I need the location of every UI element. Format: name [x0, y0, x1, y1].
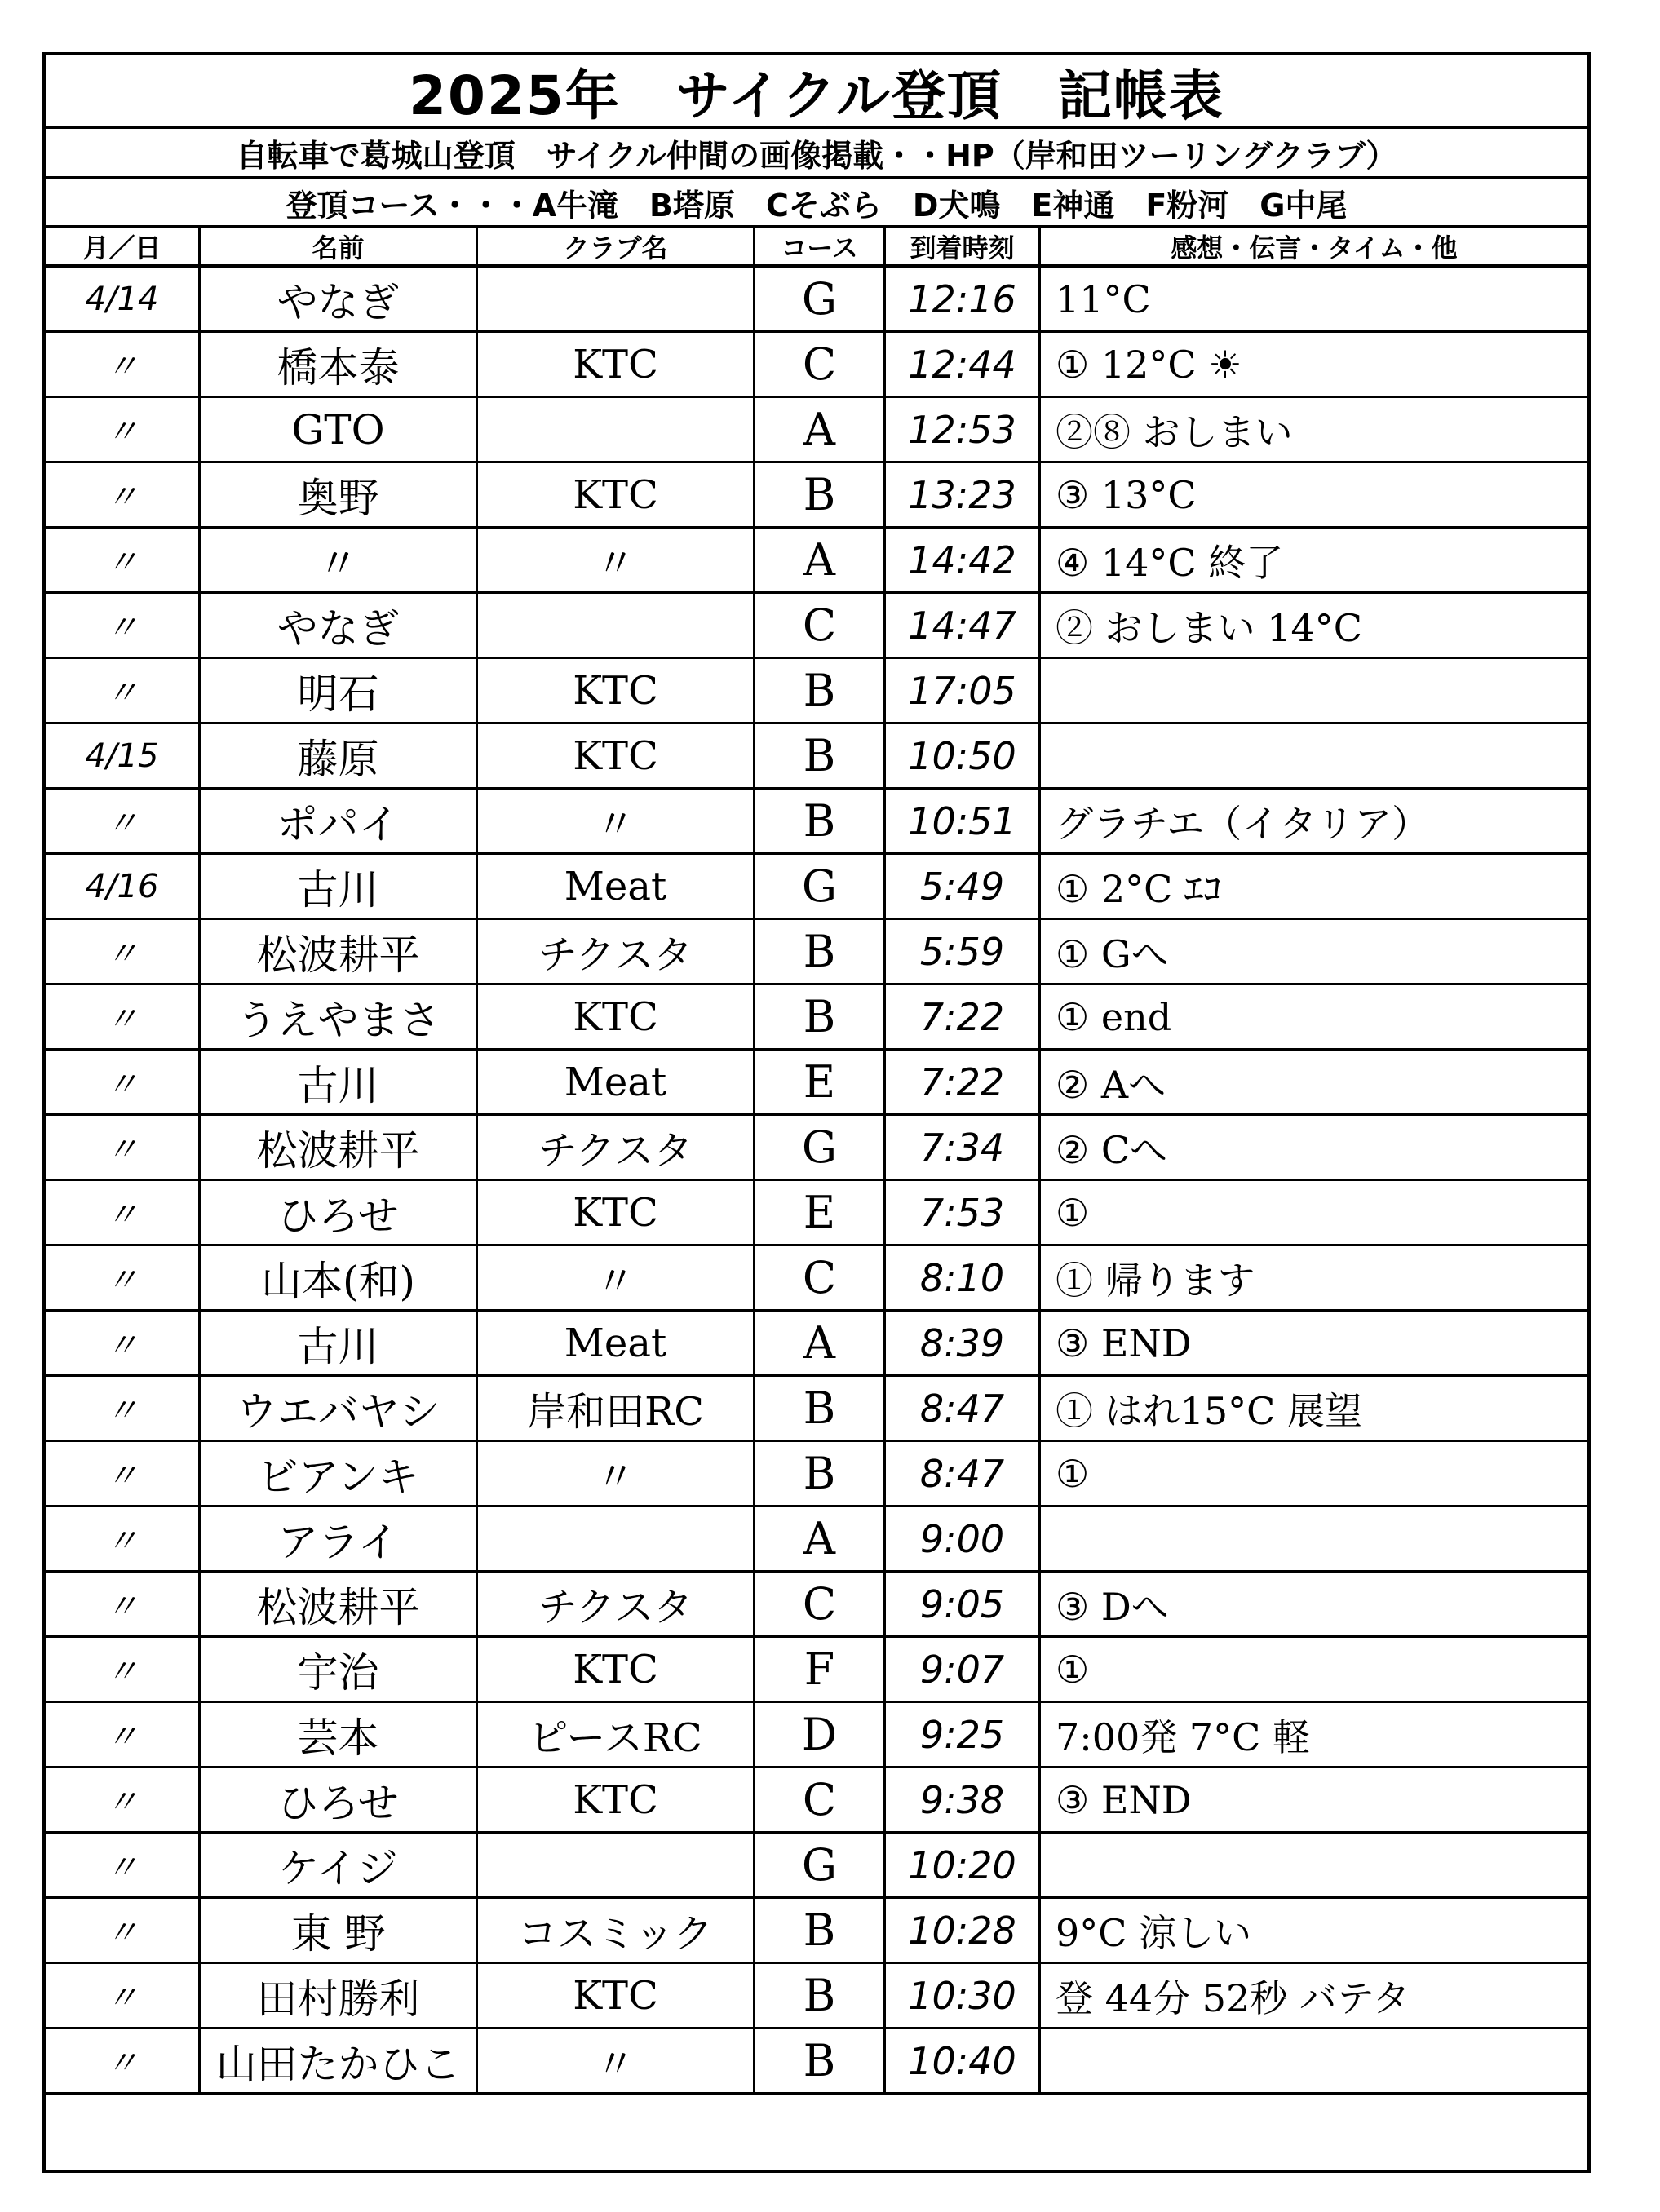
- table-row: [46, 1834, 1587, 1899]
- cell-name: GTO: [201, 398, 478, 461]
- cell-name: 古川: [201, 855, 478, 918]
- cell-time: 12:44: [886, 333, 1041, 396]
- cell-course: B: [755, 463, 886, 526]
- cell-date: 〃: [46, 1507, 201, 1570]
- table-row: [46, 985, 1587, 1051]
- cell-time: 17:05: [886, 659, 1041, 722]
- cell-name: 松波耕平: [201, 920, 478, 983]
- cell-date: 〃: [46, 1638, 201, 1701]
- cell-course: B: [755, 790, 886, 852]
- cell-club: [478, 1507, 755, 1570]
- cell-date: 〃: [46, 1051, 201, 1113]
- cell-note: ② Aへ: [1056, 1062, 1166, 1107]
- cell-date: 4/16: [46, 855, 201, 918]
- cell-name: アライ: [201, 1507, 478, 1570]
- cell-note: [1041, 1834, 1587, 1896]
- cell-time: 9:07: [886, 1638, 1041, 1701]
- cell-club: Meat: [478, 1051, 755, 1113]
- cell-club: [478, 594, 755, 657]
- cell-note: [1041, 1507, 1587, 1570]
- table-row: [46, 398, 1587, 463]
- cell-note: ③ END: [1056, 1321, 1192, 1365]
- cell-course: A: [755, 398, 886, 461]
- ledger-table: [46, 228, 1587, 2095]
- cell-club: 岸和田RC: [478, 1377, 755, 1440]
- cell-club: チクスタ: [478, 1116, 755, 1179]
- cell-course: B: [755, 724, 886, 787]
- cell-time: 10:51: [886, 790, 1041, 852]
- cell-note: 11°C: [1056, 276, 1151, 321]
- cell-course: B: [755, 1442, 886, 1505]
- cell-note: ①: [1056, 1190, 1090, 1235]
- table-row: [46, 1181, 1587, 1246]
- cell-course: G: [755, 855, 886, 918]
- cell-club: Meat: [478, 1312, 755, 1374]
- cell-name: 〃: [201, 529, 478, 591]
- cell-date: 〃: [46, 398, 201, 461]
- header-date: 月／日: [46, 228, 201, 264]
- cell-time: 8:10: [886, 1246, 1041, 1309]
- table-row: [46, 268, 1587, 333]
- cell-club: KTC: [478, 463, 755, 526]
- cell-name: ビアンキ: [201, 1442, 478, 1505]
- cell-club: KTC: [478, 333, 755, 396]
- course-legend: 登頂コース・・・A牛滝 B塔原 Cそぶら D犬鳴 E神通 F粉河 G中尾: [46, 179, 1587, 228]
- cell-club: KTC: [478, 724, 755, 787]
- cell-date: 〃: [46, 333, 201, 396]
- cell-course: A: [755, 1312, 886, 1374]
- cell-date: 〃: [46, 2029, 201, 2092]
- cell-course: B: [755, 920, 886, 983]
- cell-note: ② おしまい 14°C: [1056, 605, 1362, 650]
- cell-course: C: [755, 333, 886, 396]
- cell-course: D: [755, 1703, 886, 1766]
- cell-note: ① Gへ: [1056, 931, 1169, 976]
- cell-date: 4/15: [46, 724, 201, 787]
- table-row: [46, 333, 1587, 398]
- cell-time: 9:05: [886, 1573, 1041, 1635]
- cell-club: チクスタ: [478, 920, 755, 983]
- cell-course: A: [755, 529, 886, 591]
- cell-course: G: [755, 1834, 886, 1896]
- table-header: [46, 228, 1587, 268]
- cell-club: 〃: [478, 529, 755, 591]
- cell-club: KTC: [478, 1768, 755, 1831]
- cell-course: A: [755, 1507, 886, 1570]
- table-row: [46, 1377, 1587, 1442]
- table-body: [46, 268, 1587, 2095]
- cell-note: ① 12°C ☀: [1056, 342, 1242, 387]
- cell-date: 〃: [46, 1899, 201, 1962]
- cell-time: 7:34: [886, 1116, 1041, 1179]
- cell-note: ① end: [1056, 994, 1172, 1039]
- table-row: [46, 1312, 1587, 1377]
- cell-date: 〃: [46, 790, 201, 852]
- cell-course: C: [755, 594, 886, 657]
- header-time: 到着時刻: [886, 228, 1041, 264]
- cell-time: 5:59: [886, 920, 1041, 983]
- cell-course: F: [755, 1638, 886, 1701]
- cell-time: 14:42: [886, 529, 1041, 591]
- table-row: [46, 659, 1587, 724]
- header-name: 名前: [201, 228, 478, 264]
- cell-club: [478, 398, 755, 461]
- cell-note: ③ 13°C: [1056, 472, 1197, 517]
- cell-club: KTC: [478, 1964, 755, 2027]
- cell-note: グラチエ（イタリア）: [1056, 801, 1430, 846]
- cell-name: ケイジ: [201, 1834, 478, 1896]
- cell-name: ひろせ: [201, 1181, 478, 1244]
- cell-club: 〃: [478, 1442, 755, 1505]
- cell-course: E: [755, 1051, 886, 1113]
- cell-club: 〃: [478, 2029, 755, 2092]
- cell-date: 〃: [46, 594, 201, 657]
- cell-date: 4/14: [46, 268, 201, 330]
- table-row: [46, 1768, 1587, 1834]
- table-row: [46, 1964, 1587, 2029]
- cell-name: 奥野: [201, 463, 478, 526]
- cell-course: B: [755, 2029, 886, 2092]
- cell-club: KTC: [478, 985, 755, 1048]
- cell-note: [1041, 659, 1587, 722]
- table-row: [46, 529, 1587, 594]
- table-row: [46, 1573, 1587, 1638]
- cell-date: 〃: [46, 985, 201, 1048]
- cell-name: やなぎ: [201, 268, 478, 330]
- cell-name: 山田たかひこ: [201, 2029, 478, 2092]
- cell-time: 14:47: [886, 594, 1041, 657]
- cell-name: 藤原: [201, 724, 478, 787]
- table-row: [46, 1246, 1587, 1312]
- page-title: 2025年 サイクル登頂 記帳表: [46, 55, 1587, 129]
- cell-time: 10:28: [886, 1899, 1041, 1962]
- cell-time: 12:53: [886, 398, 1041, 461]
- table-row: [46, 1116, 1587, 1181]
- cell-time: 12:16: [886, 268, 1041, 330]
- cell-note: [1041, 2029, 1587, 2092]
- cell-date: 〃: [46, 1312, 201, 1374]
- cell-time: 7:22: [886, 985, 1041, 1048]
- cell-date: 〃: [46, 1116, 201, 1179]
- cell-date: 〃: [46, 1703, 201, 1766]
- cell-note: ① はれ15°C 展望: [1056, 1388, 1362, 1433]
- cell-name: 松波耕平: [201, 1116, 478, 1179]
- table-row: [46, 1051, 1587, 1116]
- cell-note: 7:00発 7°C 軽: [1056, 1714, 1311, 1759]
- cell-club: KTC: [478, 1181, 755, 1244]
- page-subtitle: 自転車で葛城山登頂 サイクル仲間の画像掲載・・HP（岸和田ツーリングクラブ）: [46, 129, 1587, 179]
- cell-time: 7:22: [886, 1051, 1041, 1113]
- cell-note: ③ Dへ: [1056, 1584, 1169, 1629]
- header-note: 感想・伝言・タイム・他: [1171, 232, 1458, 263]
- cell-course: G: [755, 1116, 886, 1179]
- cell-time: 5:49: [886, 855, 1041, 918]
- cell-note: ② Cへ: [1056, 1127, 1168, 1172]
- cell-date: 〃: [46, 920, 201, 983]
- cell-note: ① 2°C ｴｺ: [1056, 866, 1222, 911]
- cell-date: 〃: [46, 1964, 201, 2027]
- cell-time: 7:53: [886, 1181, 1041, 1244]
- cell-note: ②⑧ おしまい: [1056, 409, 1293, 454]
- cell-course: C: [755, 1768, 886, 1831]
- cell-name: 松波耕平: [201, 1573, 478, 1635]
- cell-name: 橋本泰: [201, 333, 478, 396]
- cell-course: B: [755, 1964, 886, 2027]
- table-row: [46, 1703, 1587, 1768]
- cell-time: 8:47: [886, 1377, 1041, 1440]
- cell-club: 〃: [478, 790, 755, 852]
- cell-note: ①: [1056, 1451, 1090, 1496]
- cell-club: Meat: [478, 855, 755, 918]
- table-row: [46, 724, 1587, 790]
- header-club: クラブ名: [478, 228, 755, 264]
- cell-name: ウエバヤシ: [201, 1377, 478, 1440]
- cell-name: 明石: [201, 659, 478, 722]
- cell-name: やなぎ: [201, 594, 478, 657]
- cell-note: ③ END: [1056, 1777, 1192, 1822]
- cell-name: ポパイ: [201, 790, 478, 852]
- table-row: [46, 594, 1587, 659]
- cell-name: 芸本: [201, 1703, 478, 1766]
- cell-name: 山本(和): [201, 1246, 478, 1309]
- cell-note: 登 44分 52秒 バテタ: [1056, 1975, 1410, 2020]
- cell-time: 10:40: [886, 2029, 1041, 2092]
- cell-name: ひろせ: [201, 1768, 478, 1831]
- cell-name: 東 野: [201, 1899, 478, 1962]
- cell-club: 〃: [478, 1246, 755, 1309]
- cell-course: C: [755, 1573, 886, 1635]
- table-row: [46, 790, 1587, 855]
- cell-club: ピースRC: [478, 1703, 755, 1766]
- cell-club: KTC: [478, 659, 755, 722]
- cell-name: うえやまさ: [201, 985, 478, 1048]
- table-row: [46, 855, 1587, 920]
- cell-name: 古川: [201, 1051, 478, 1113]
- cell-course: C: [755, 1246, 886, 1309]
- table-row: [46, 1638, 1587, 1703]
- cell-club: チクスタ: [478, 1573, 755, 1635]
- cell-note: ④ 14°C 終了: [1056, 540, 1284, 585]
- cell-note: ① 帰ります: [1056, 1258, 1255, 1303]
- cell-time: 10:30: [886, 1964, 1041, 2027]
- table-row: [46, 2029, 1587, 2095]
- cell-note: ①: [1056, 1647, 1090, 1692]
- cell-date: 〃: [46, 463, 201, 526]
- ledger-sheet: [42, 52, 1591, 2173]
- cell-time: 9:25: [886, 1703, 1041, 1766]
- cell-date: 〃: [46, 529, 201, 591]
- header-course: コース: [755, 228, 886, 264]
- cell-time: 8:47: [886, 1442, 1041, 1505]
- cell-name: 田村勝利: [201, 1964, 478, 2027]
- cell-club: コスミック: [478, 1899, 755, 1962]
- cell-date: 〃: [46, 1442, 201, 1505]
- table-row: [46, 1899, 1587, 1964]
- cell-name: 古川: [201, 1312, 478, 1374]
- table-row: [46, 1507, 1587, 1573]
- cell-date: 〃: [46, 1573, 201, 1635]
- cell-course: G: [755, 268, 886, 330]
- cell-date: 〃: [46, 1834, 201, 1896]
- cell-note: 9°C 涼しい: [1056, 1910, 1252, 1955]
- cell-note: [1041, 724, 1587, 787]
- cell-time: 10:50: [886, 724, 1041, 787]
- cell-time: 9:00: [886, 1507, 1041, 1570]
- cell-course: B: [755, 659, 886, 722]
- cell-date: 〃: [46, 1246, 201, 1309]
- cell-course: B: [755, 1377, 886, 1440]
- cell-date: 〃: [46, 1181, 201, 1244]
- cell-date: 〃: [46, 1768, 201, 1831]
- cell-course: B: [755, 985, 886, 1048]
- cell-time: 8:39: [886, 1312, 1041, 1374]
- cell-time: 9:38: [886, 1768, 1041, 1831]
- cell-club: [478, 1834, 755, 1896]
- cell-time: 10:20: [886, 1834, 1041, 1896]
- cell-club: [478, 268, 755, 330]
- table-row: [46, 1442, 1587, 1507]
- cell-course: E: [755, 1181, 886, 1244]
- table-row: [46, 463, 1587, 529]
- cell-club: KTC: [478, 1638, 755, 1701]
- cell-time: 13:23: [886, 463, 1041, 526]
- cell-course: B: [755, 1899, 886, 1962]
- cell-date: 〃: [46, 659, 201, 722]
- table-row: [46, 920, 1587, 985]
- cell-name: 宇治: [201, 1638, 478, 1701]
- cell-date: 〃: [46, 1377, 201, 1440]
